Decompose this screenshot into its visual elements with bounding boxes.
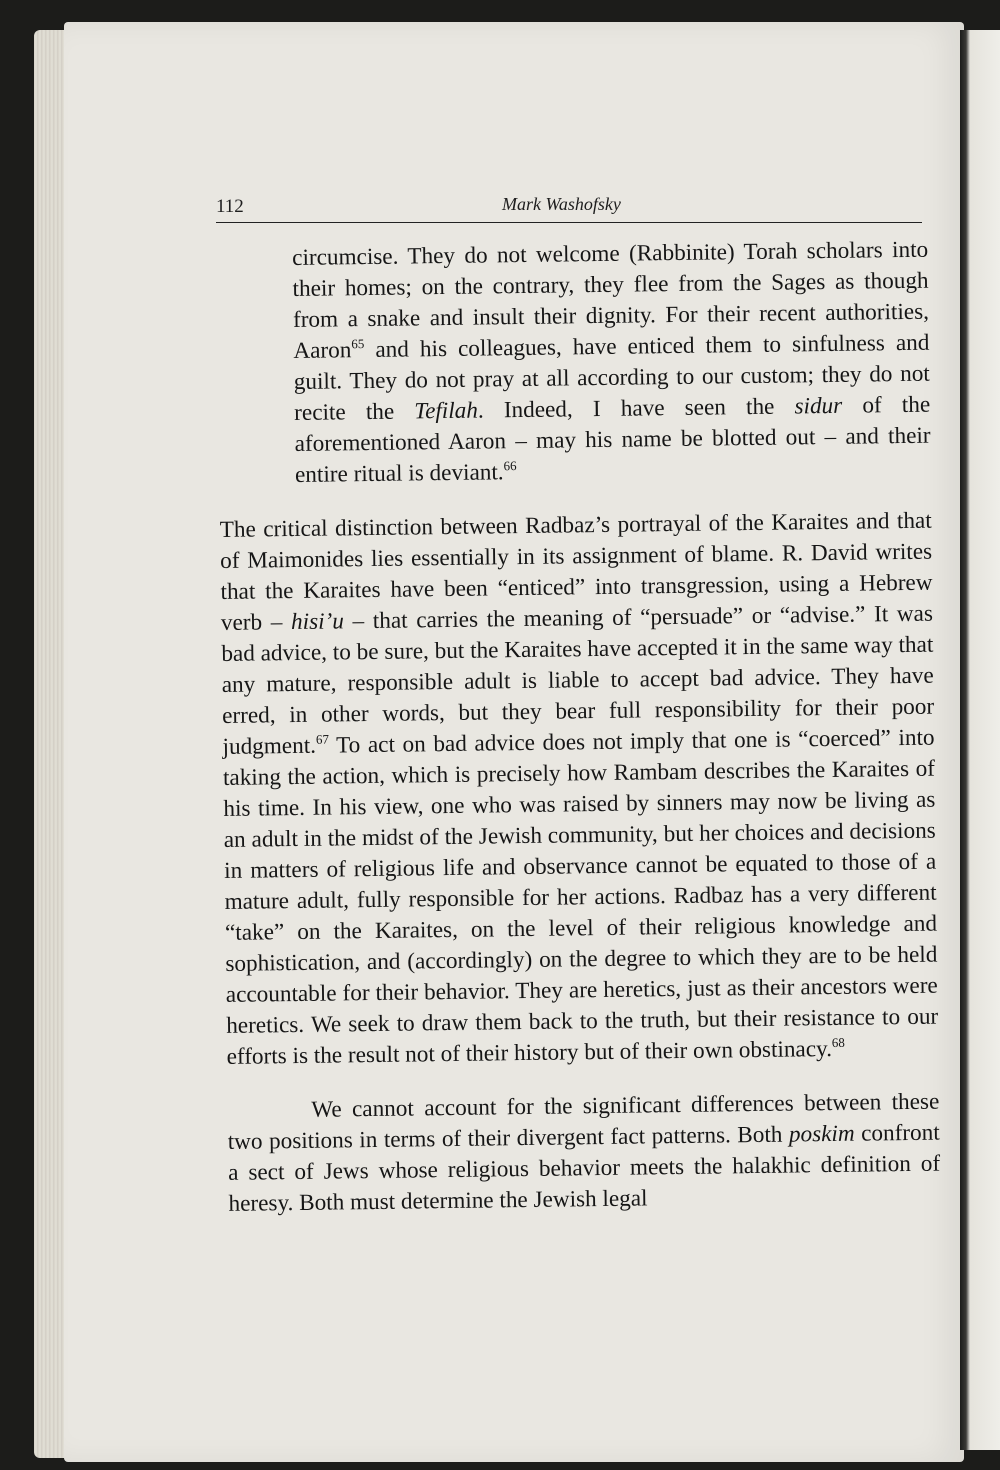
- term-poskim: poskim: [788, 1120, 855, 1148]
- term-hisiu: hisi’u: [290, 608, 345, 636]
- page-number: 112: [216, 196, 244, 217]
- paragraph-text: The critical distinction between Radbaz’s portrayal of the Karaites and that of Maimonides lies essentially in its assignment of blame. R. David writes that the Karaites have been “enticed” into transgression, using a Hebrew verb –: [219, 507, 933, 636]
- quote-text: circumcise. They do not welcome (Rabbinite) Torah scholars into their homes; on the contrary, they flee from the Sages as though from a snake and insult their dignity. For their recent authorities, Aaron: [292, 236, 930, 364]
- paragraph-2: [227, 1087, 941, 1220]
- page-header: [216, 194, 922, 223]
- facing-page-edge: [960, 30, 1000, 1450]
- running-head: Mark Washofsky: [502, 194, 621, 214]
- term-sidur: sidur: [794, 392, 843, 420]
- term-tefilah: Tefilah: [414, 397, 479, 425]
- paragraph-1: [220, 506, 939, 1073]
- footnote-ref-65: 65: [351, 336, 365, 352]
- body-text: [216, 235, 941, 1220]
- paragraph-text: – that carries the meaning of “persuade” or “advise.” It was bad advice, to be sure, but the Karaites have accepted it in the same way that any mature, responsible adult is liable to accept bad advice. They have erred, in other words, but they bear full responsibility for their poor judgment.: [221, 600, 935, 760]
- quote-text: of the aforementioned Aaron – may his name be blotted out – and their entire ritual is deviant.: [294, 391, 931, 488]
- footnote-ref-67: 67: [315, 731, 329, 747]
- block-quote: [216, 235, 931, 492]
- paragraph-text: confront a sect of Jews whose religious behavior meets the halakhic definition of heresy. Both must determine the Jewish legal: [227, 1119, 941, 1217]
- footnote-ref-66: 66: [503, 458, 517, 474]
- quote-text: and his colleagues, have enticed them to sinfulness and guilt. They do not pray at all according to our custom; they do not recite the: [293, 329, 930, 426]
- quote-text: . Indeed, I have seen the: [477, 393, 795, 424]
- paragraph-text: We cannot account for the significant differences between these two positions in terms of their divergent fact patterns. Both: [227, 1088, 940, 1155]
- paragraph-text: To act on bad advice does not imply that one is “coerced” into taking the action, which is precisely how Rambam describes the Karaites of his time. In his view, one who was raised by sinners may now be living as an adult in the midst of the Jewish community, but her choices and decisions in matters of religious life and observance cannot be equated to those of a mature adult, fully responsible for her actions. Radbaz has a very different “take” on the Karaites, on the level of their religious knowledge and sophistication, and (accordingly) on the degree to which they are to be held accountable for their behavior. They are heretics, just as their ancestors were heretics. We seek to draw them back to the truth, but their resistance to our efforts is the result not of their history but of their own obstinacy.: [222, 724, 939, 1070]
- footnote-ref-68: 68: [831, 1034, 845, 1051]
